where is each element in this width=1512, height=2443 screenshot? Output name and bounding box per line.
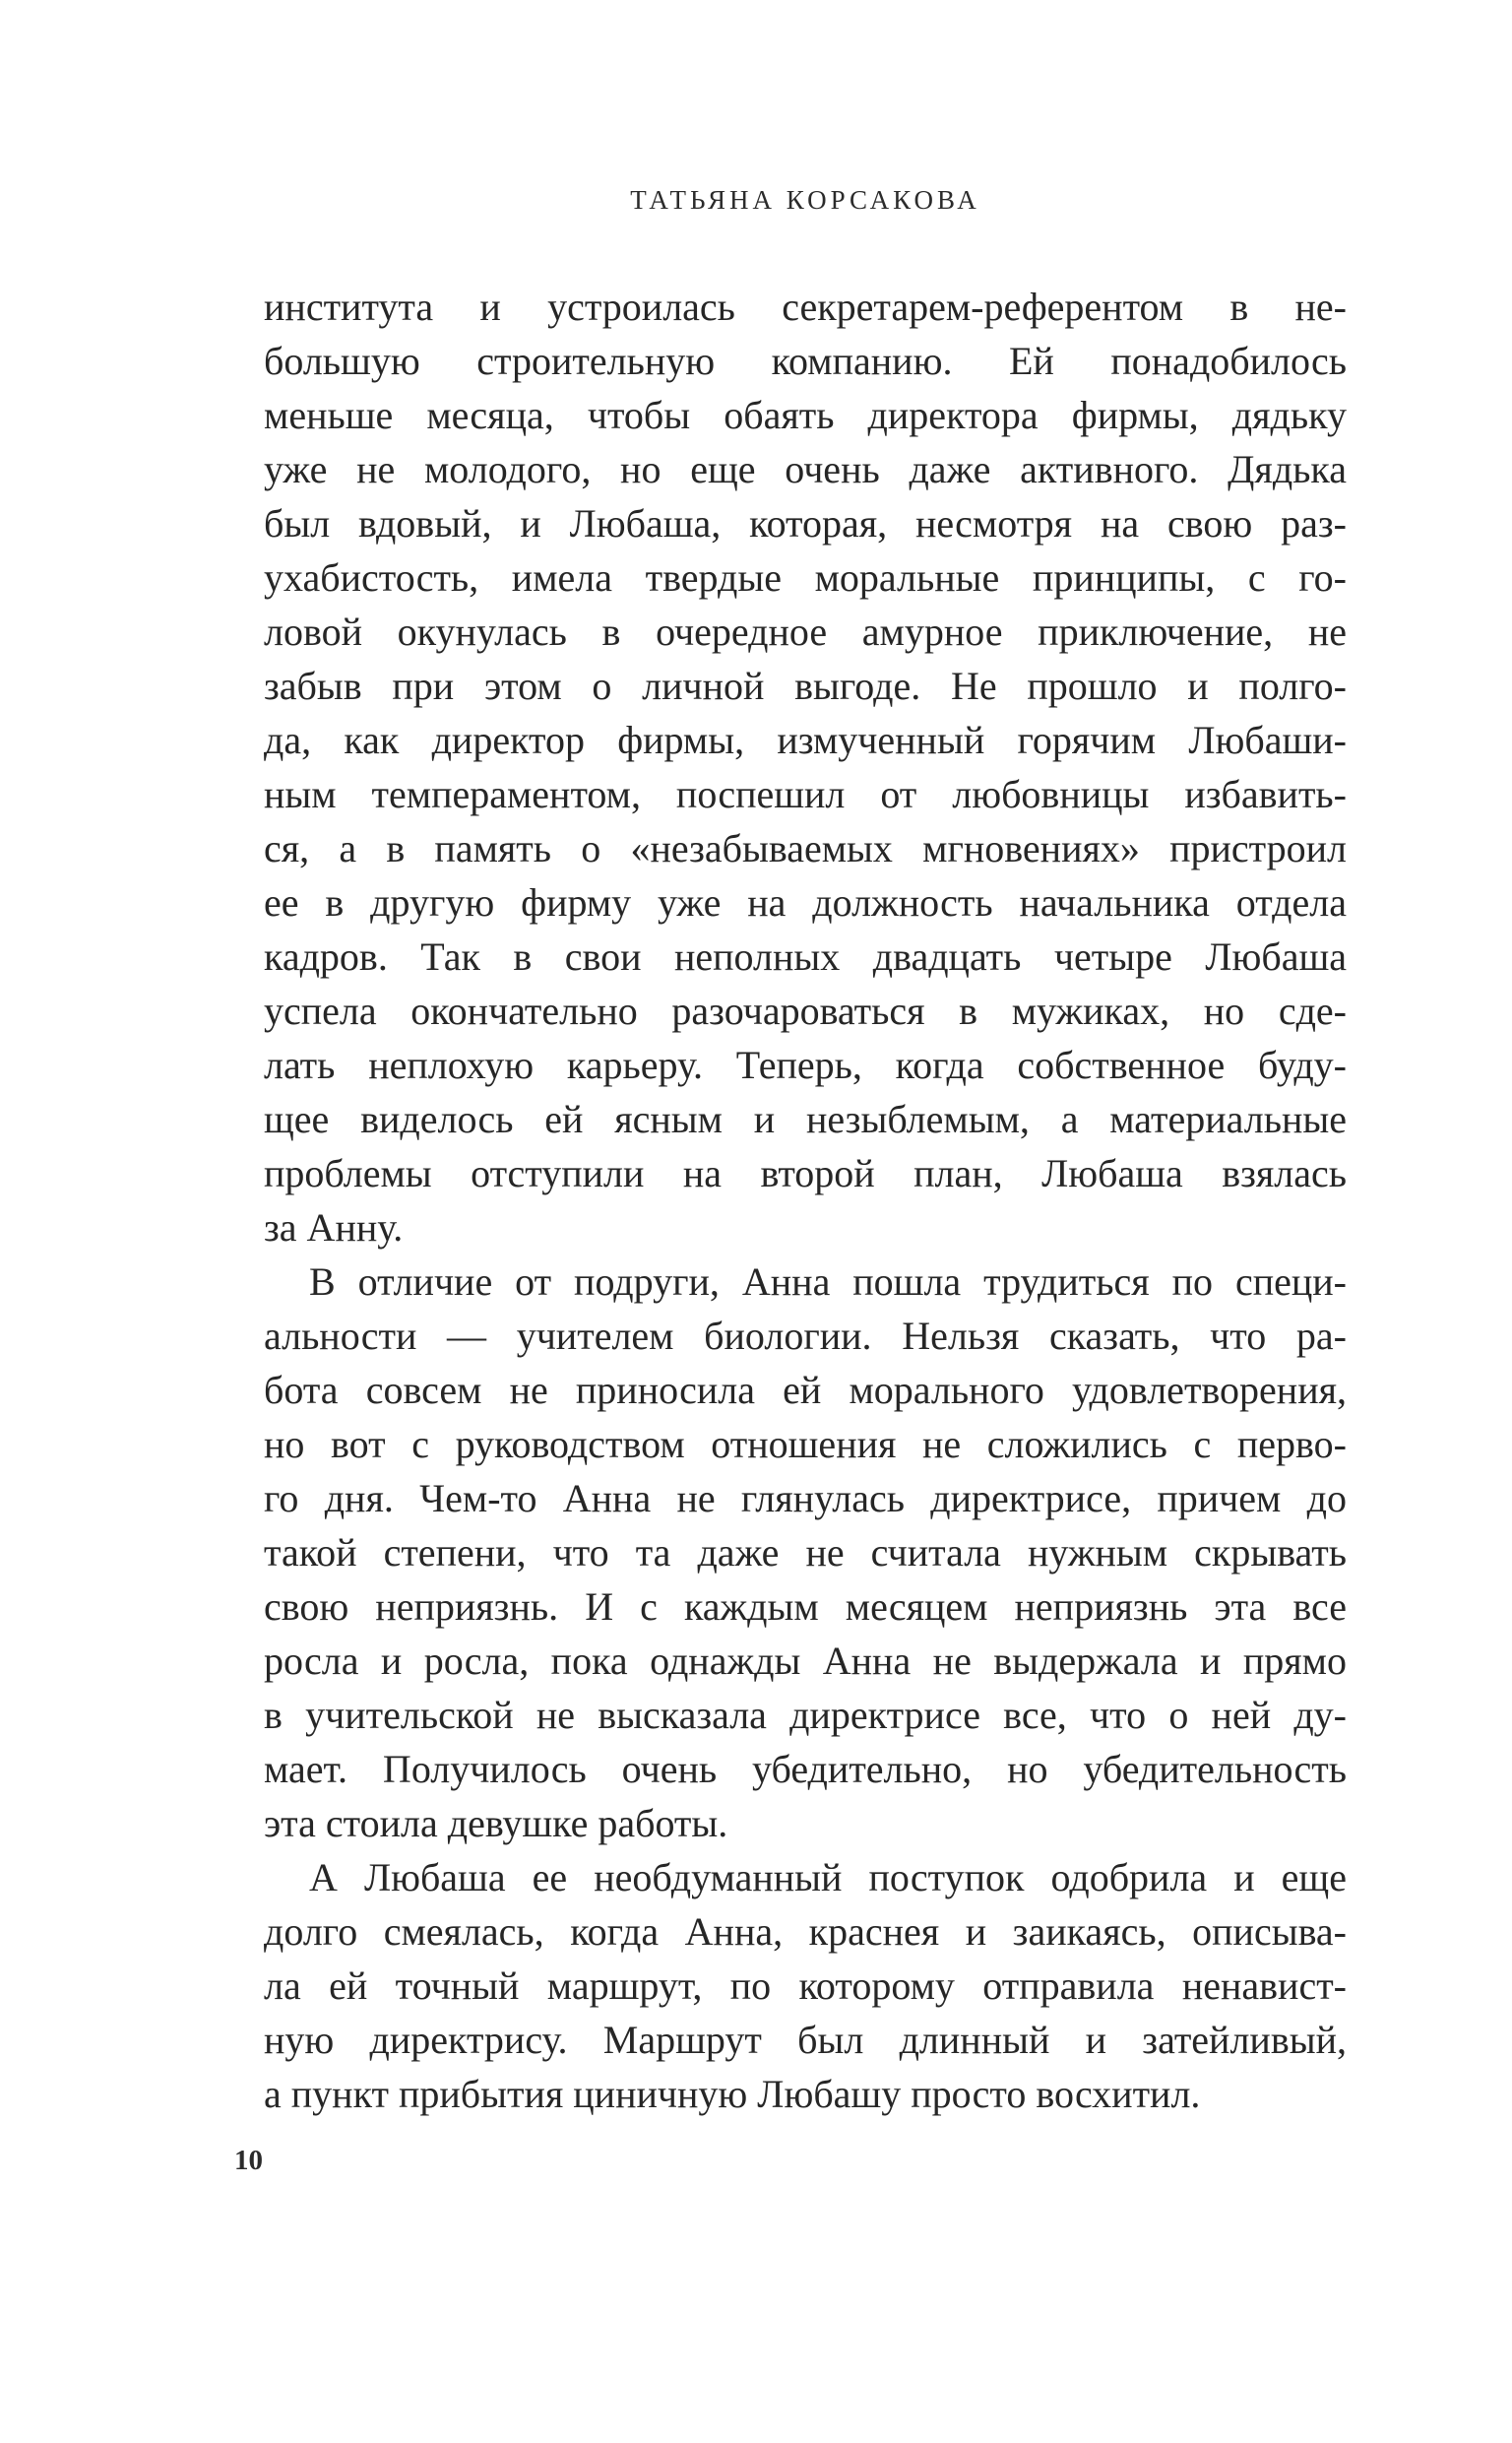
text-line: за Анну. <box>264 1205 404 1250</box>
text-line: долго смеялась, когда Анна, краснея и заикаясь, описыва- <box>264 1909 1347 1954</box>
text-line: уже не молодого, но еще очень даже активного. Дядька <box>264 447 1347 491</box>
text-line: ную директрису. Маршрут был длинный и затейливый, <box>264 2018 1347 2062</box>
text-line: большую строительную компанию. Ей понадобилось <box>264 339 1347 383</box>
text-line: в учительской не высказала директрисе все, что о ней ду- <box>264 1693 1347 1737</box>
text-line: института и устроилась секретарем-референтом в не- <box>264 285 1347 329</box>
text-line: ся, а в память о «незабываемых мгновениях» пристроил <box>264 826 1347 870</box>
text-line: росла и росла, пока однажды Анна не выдержала и прямо <box>264 1639 1347 1683</box>
text-line: В отличие от подруги, Анна пошла трудиться по специ- <box>309 1259 1347 1304</box>
text-line: ла ей точный маршрут, по которому отправила ненавист- <box>264 1963 1347 2008</box>
text-line: да, как директор фирмы, измученный горячим Любаши- <box>264 718 1347 762</box>
text-line: бота совсем не приносила ей морального удовлетворения, <box>264 1368 1347 1412</box>
running-header: ТАТЬЯНА КОРСАКОВА <box>630 185 980 215</box>
text-line: свою неприязнь. И с каждым месяцем неприязнь эта все <box>264 1584 1347 1629</box>
paragraph <box>264 1850 1347 2121</box>
text-line: ее в другую фирму уже на должность начальника отдела <box>264 880 1347 925</box>
text-line: А Любаша ее необдуманный поступок одобрила и еще <box>309 1855 1347 1899</box>
text-line: но вот с руководством отношения не сложились с перво- <box>264 1422 1347 1466</box>
text-line: щее виделось ей ясным и незыблемым, а материальные <box>264 1097 1347 1141</box>
text-line: а пункт прибытия циничную Любашу просто восхитил. <box>264 2072 1201 2116</box>
text-line: лать неплохую карьеру. Теперь, когда собственное буду- <box>264 1043 1347 1087</box>
text-line: такой степени, что та даже не считала нужным скрывать <box>264 1530 1347 1575</box>
text-line: кадров. Так в свои неполных двадцать четыре Любаша <box>264 934 1347 979</box>
page-number: 10 <box>234 2145 263 2176</box>
paragraph <box>264 280 1347 1254</box>
text-line: меньше месяца, чтобы обаять директора фирмы, дядьку <box>264 393 1347 437</box>
text-line: альности — учителем биологии. Нельзя сказать, что ра- <box>264 1314 1347 1358</box>
text-line: забыв при этом о личной выгоде. Не прошло и полго- <box>264 664 1347 708</box>
text-line: был вдовый, и Любаша, которая, несмотря на свою раз- <box>264 501 1347 546</box>
text-line: эта стоила девушке работы. <box>264 1801 728 1845</box>
text-line: ловой окунулась в очередное амурное приключение, не <box>264 610 1347 654</box>
text-line: ным темпераментом, поспешил от любовницы избавить- <box>264 772 1347 816</box>
text-line: успела окончательно разочароваться в мужиках, но сде- <box>264 989 1347 1033</box>
text-line: го дня. Чем-то Анна не глянулась директрисе, причем до <box>264 1476 1347 1520</box>
body-text <box>264 280 1347 2121</box>
text-line: мает. Получилось очень убедительно, но убедительность <box>264 1747 1347 1791</box>
paragraph <box>264 1254 1347 1850</box>
text-line: ухабистость, имела твердые моральные принципы, с го- <box>264 555 1347 600</box>
text-line: проблемы отступили на второй план, Любаша взялась <box>264 1151 1347 1195</box>
